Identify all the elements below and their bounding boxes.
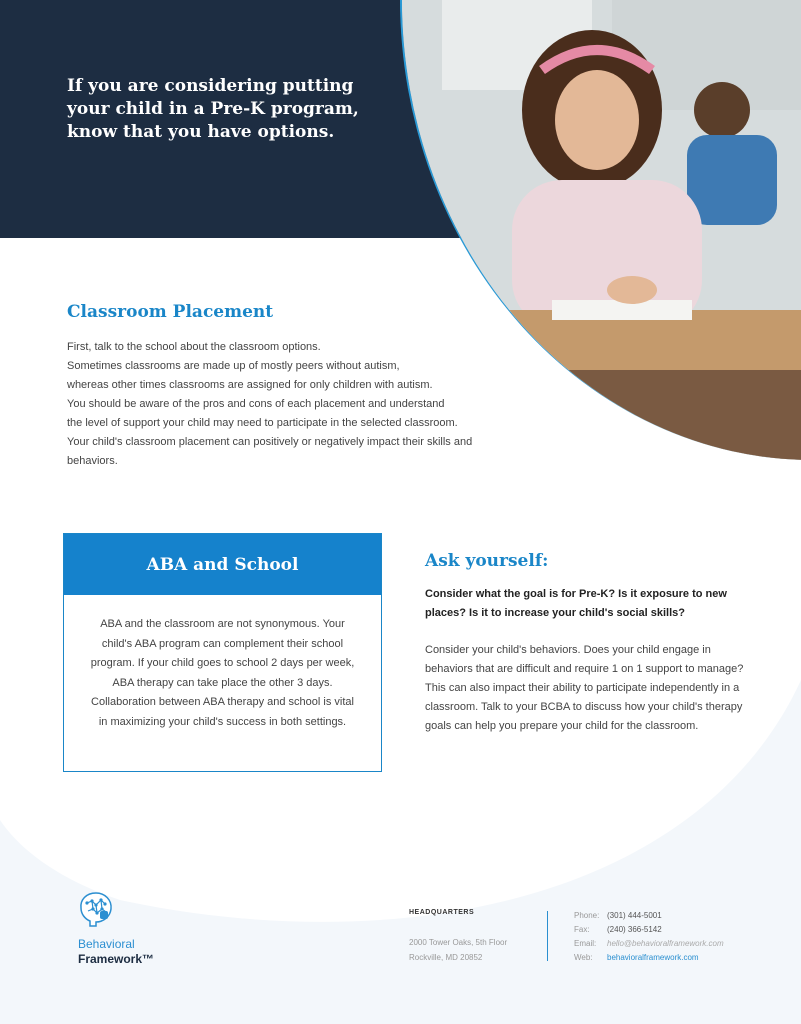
placement-line: First, talk to the school about the classroom options.	[67, 341, 321, 353]
aba-school-body: ABA and the classroom are not synonymous. Your child's ABA program can complement their school program. If your child goes to school 2 days per week, ABA therapy can take place the other 3 days. Collaboration between ABA therapy and school is vital in maximizing your child's success in both settings.	[90, 618, 355, 728]
address-line-1: 2000 Tower Oaks, 5th Floor	[409, 938, 508, 947]
logo-text-framework: Framework™	[78, 952, 155, 966]
contact-info	[574, 909, 724, 965]
logo-text-behavioral: Behavioral	[78, 937, 135, 951]
phone-value[interactable]: (301) 444-5001	[607, 911, 662, 920]
contact-phone	[574, 909, 724, 923]
address-line-2: Rockville, MD 20852	[409, 953, 483, 962]
aba-school-title: ABA and School	[64, 534, 381, 595]
email-label: Email:	[574, 939, 597, 948]
placement-line: behaviors.	[67, 455, 118, 467]
placement-line: the level of support your child may need to participate in the selected classroom.	[67, 417, 458, 429]
contact-fax	[574, 923, 724, 937]
aba-school-card	[63, 533, 382, 772]
classroom-placement-title: Classroom Placement	[67, 302, 274, 322]
fax-label: Fax:	[574, 925, 590, 934]
placement-line: Your child's classroom placement can positively or negatively impact their skills and	[67, 436, 473, 448]
email-link[interactable]: hello@behavioralframework.com	[607, 939, 724, 948]
contact-email	[574, 937, 724, 951]
website-link[interactable]: behavioralframework.com	[607, 953, 699, 962]
placement-line: You should be aware of the pros and cons of each placement and understand	[67, 398, 445, 410]
ask-yourself-title: Ask yourself:	[425, 551, 549, 571]
hero-title: If you are considering putting your child in a Pre-K program, know that you have options.	[67, 76, 359, 142]
fax-value: (240) 366-5142	[607, 925, 662, 934]
brain-logo-icon	[76, 889, 116, 929]
headquarters-address	[409, 935, 507, 965]
company-logo	[76, 889, 155, 966]
headquarters-label: HEADQUARTERS	[409, 909, 475, 916]
placement-line: whereas other times classrooms are assigned for only children with autism.	[67, 379, 433, 391]
ask-yourself-question: Consider what the goal is for Pre-K? Is it exposure to new places? Is it to increase your child's social skills?	[425, 588, 727, 619]
placement-line: Sometimes classrooms are made up of mostly peers without autism,	[67, 360, 400, 372]
phone-label: Phone:	[574, 911, 600, 920]
contact-web	[574, 951, 724, 965]
web-label: Web:	[574, 953, 593, 962]
ask-yourself-body: Consider your child's behaviors. Does your child engage in behaviors that are difficult and require 1 on 1 support to manage? This can also impact their ability to participate independently in a classroom. Talk to your BCBA to discuss how your child's therapy goals can help you prepare your child for the classroom.	[425, 644, 744, 732]
footer-divider	[547, 911, 548, 961]
classroom-placement-body	[67, 338, 527, 471]
